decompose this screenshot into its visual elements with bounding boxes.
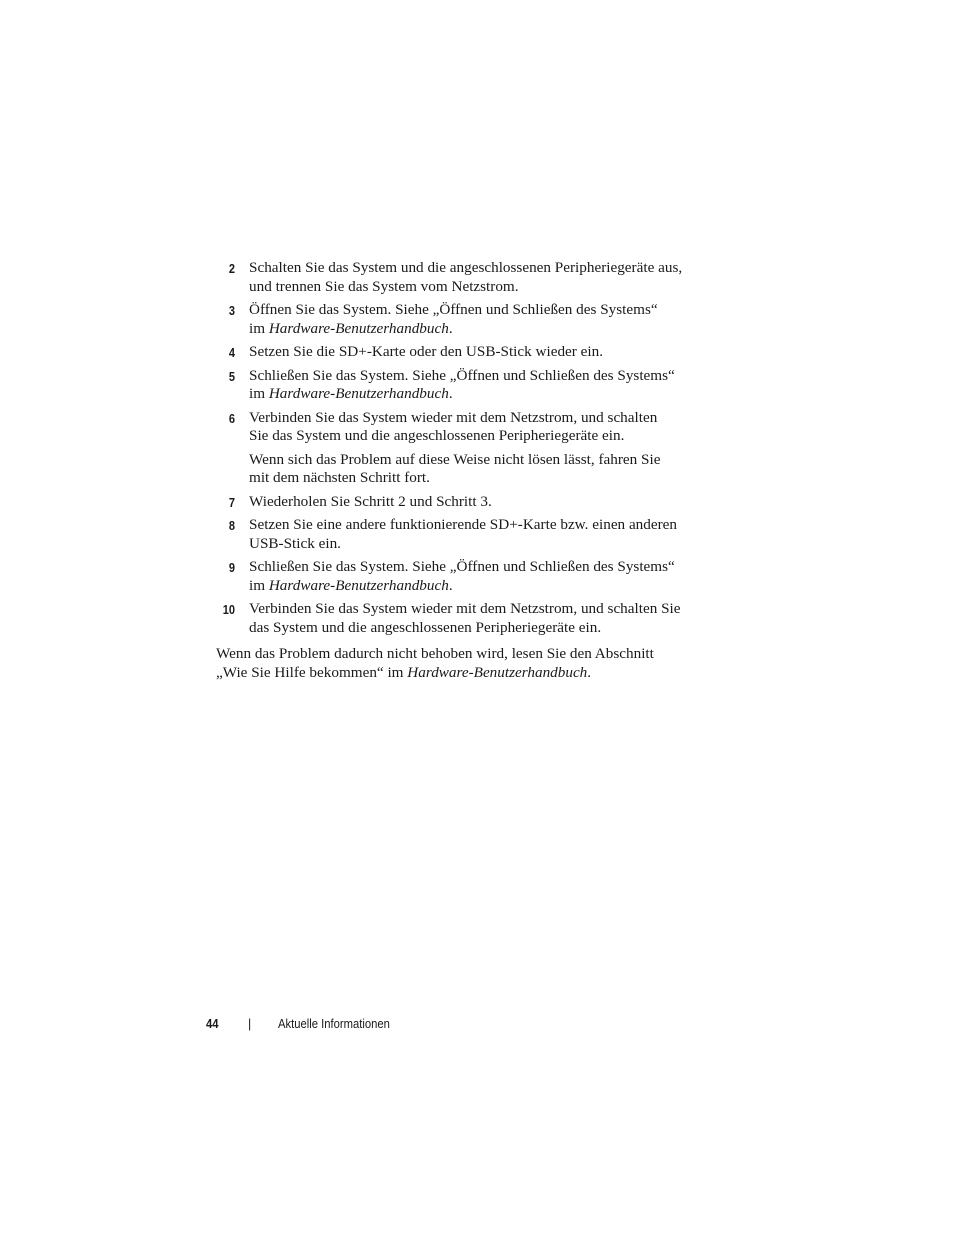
manual-reference: Hardware-Benutzerhandbuch bbox=[268, 576, 449, 594]
text-prefix: „Wie Sie Hilfe bekommen“ im bbox=[216, 664, 408, 681]
step-text bbox=[249, 259, 706, 296]
step-text bbox=[249, 343, 706, 362]
step-number: 2 bbox=[228, 262, 235, 276]
step-3 bbox=[216, 301, 706, 338]
text-suffix: . bbox=[448, 385, 453, 402]
step-number: 3 bbox=[228, 304, 235, 318]
step-number: 6 bbox=[228, 411, 235, 426]
step-text-line: Schalten Sie das System und die angeschlossenen Peripheriegeräte aus, bbox=[249, 259, 683, 276]
text-prefix: im bbox=[249, 385, 269, 402]
step-text-line: das System und die angeschlossenen Peripheriegeräte ein. bbox=[249, 618, 602, 636]
step-text-line bbox=[249, 577, 706, 596]
step-text bbox=[249, 493, 706, 512]
step-text bbox=[249, 600, 706, 637]
page-number: 44 bbox=[206, 1017, 219, 1031]
step-4 bbox=[216, 343, 706, 362]
step-8 bbox=[216, 516, 706, 553]
document-body bbox=[216, 259, 706, 682]
footer-separator: | bbox=[248, 1017, 252, 1031]
step-7 bbox=[216, 493, 706, 512]
step-text-line: USB-Stick ein. bbox=[249, 534, 341, 552]
step-text-line: Öffnen Sie das System. Siehe „Öffnen und Schließen des Systems“ bbox=[249, 301, 658, 318]
step-number: 5 bbox=[228, 369, 235, 384]
manual-reference: Hardware-Benutzerhandbuch bbox=[268, 385, 449, 402]
step-10 bbox=[216, 600, 706, 637]
step-text bbox=[249, 367, 706, 404]
step-number: 4 bbox=[228, 346, 235, 360]
footer-section-title: Aktuelle Informationen bbox=[278, 1017, 390, 1031]
step-note-line: Wenn sich das Problem auf diese Weise nicht lösen lässt, fahren Sie bbox=[249, 450, 661, 468]
step-text-line bbox=[249, 320, 706, 339]
step-6 bbox=[216, 409, 706, 488]
step-text-line: Setzen Sie eine andere funktionierende SD+-Karte bzw. einen anderen bbox=[249, 516, 678, 533]
step-text-line: und trennen Sie das System vom Netzstrom. bbox=[249, 277, 519, 295]
manual-reference: Hardware-Benutzerhandbuch bbox=[407, 664, 588, 681]
step-text-line: Sie das System und die angeschlossenen Peripheriegeräte ein. bbox=[249, 427, 625, 444]
step-text bbox=[249, 558, 706, 595]
step-2 bbox=[216, 259, 706, 296]
text-suffix: . bbox=[448, 319, 453, 337]
text-suffix: . bbox=[587, 664, 592, 681]
step-5 bbox=[216, 367, 706, 404]
step-note-line: mit dem nächsten Schritt fort. bbox=[249, 469, 430, 486]
step-9 bbox=[216, 558, 706, 595]
text-prefix: im bbox=[249, 576, 269, 594]
closing-paragraph bbox=[216, 644, 706, 682]
step-number: 7 bbox=[228, 495, 235, 510]
step-text-line: Verbinden Sie das System wieder mit dem Netzstrom, und schalten Sie bbox=[249, 600, 681, 617]
step-text-line bbox=[249, 385, 706, 404]
step-text-line: Schließen Sie das System. Siehe „Öffnen und Schließen des Systems“ bbox=[249, 366, 675, 384]
closing-line: Wenn das Problem dadurch nicht behoben wird, lesen Sie den Abschnitt bbox=[216, 645, 654, 662]
step-note bbox=[249, 451, 706, 488]
manual-reference: Hardware-Benutzerhandbuch bbox=[268, 319, 449, 337]
step-number: 10 bbox=[222, 603, 235, 617]
step-text-line: Schließen Sie das System. Siehe „Öffnen und Schließen des Systems“ bbox=[249, 558, 675, 575]
closing-line bbox=[216, 663, 706, 682]
step-text-line: Verbinden Sie das System wieder mit dem Netzstrom, und schalten bbox=[249, 408, 658, 426]
step-text bbox=[249, 516, 706, 553]
step-number: 9 bbox=[228, 561, 235, 575]
step-number: 8 bbox=[228, 519, 235, 533]
text-prefix: im bbox=[249, 319, 269, 337]
step-text bbox=[249, 409, 706, 446]
step-text bbox=[249, 301, 706, 338]
step-text-line: Setzen Sie die SD+-Karte oder den USB-Stick wieder ein. bbox=[249, 343, 603, 360]
text-suffix: . bbox=[448, 576, 453, 594]
step-text-line: Wiederholen Sie Schritt 2 und Schritt 3. bbox=[249, 492, 492, 510]
